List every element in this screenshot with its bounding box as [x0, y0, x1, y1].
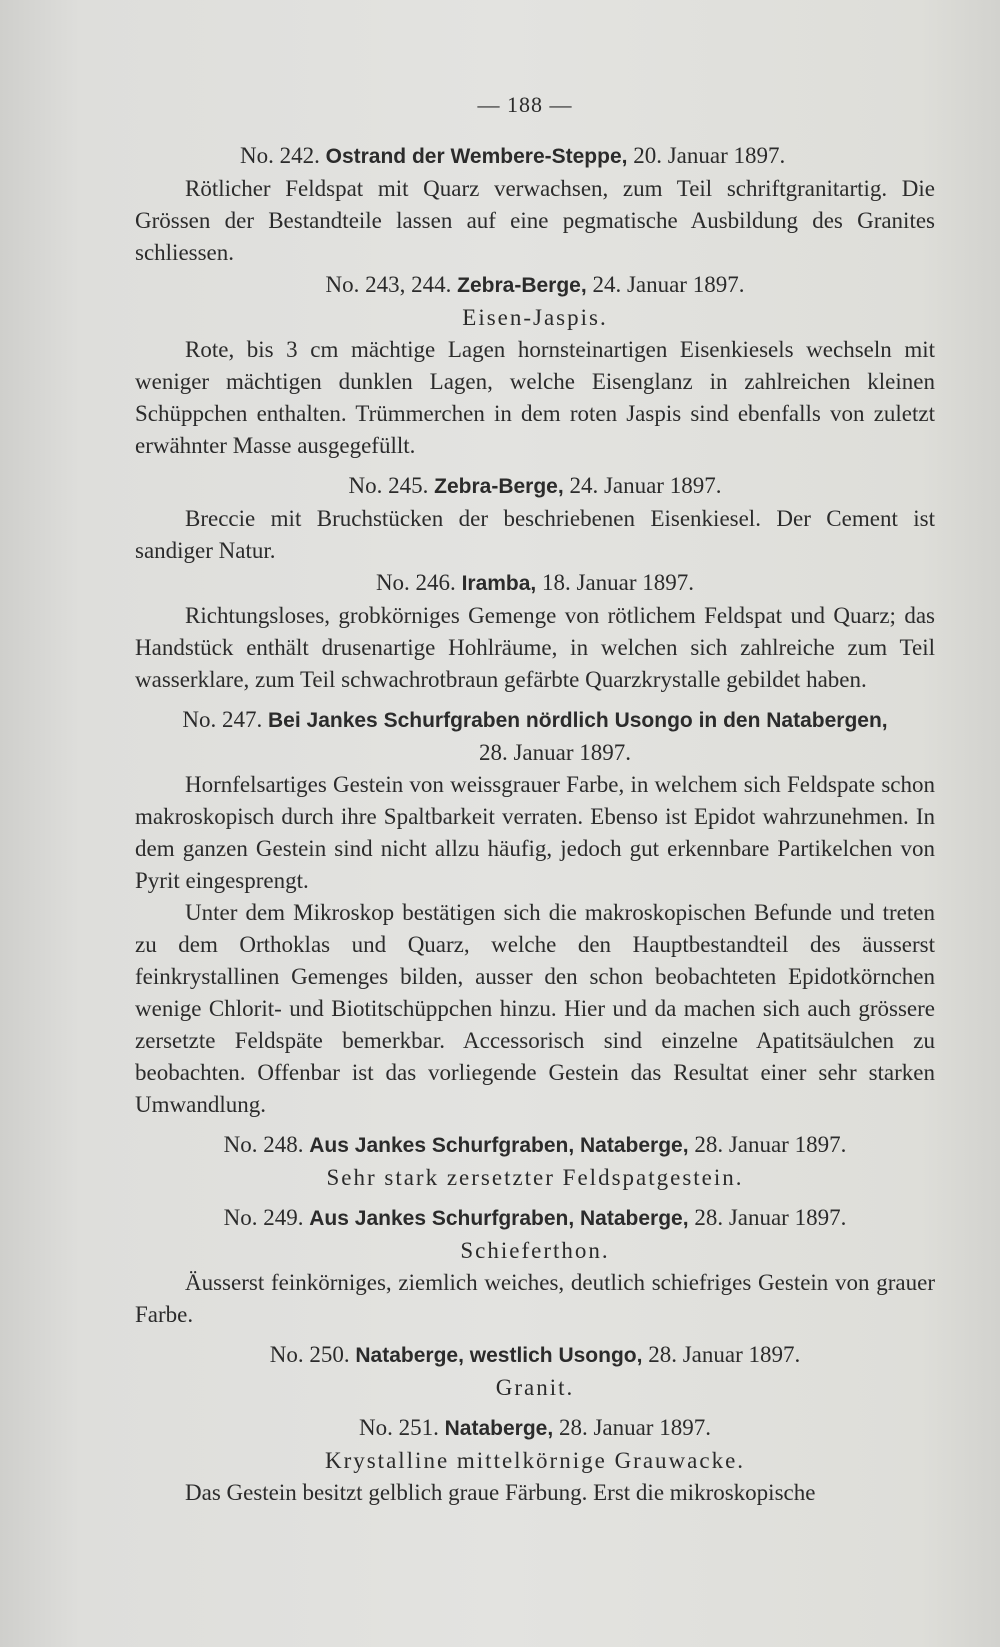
entry-date: 24. Januar 1897.: [592, 272, 745, 297]
entry-subtitle: Eisen-Jaspis.: [462, 305, 608, 330]
entry-location: Bei Jankes Schurfgraben nördlich Usongo in den Natabergen,: [268, 709, 888, 732]
entry-248: [135, 1129, 935, 1194]
entry-250: [135, 1339, 935, 1404]
entry-heading: [135, 269, 935, 302]
entry-location: Nataberge, westlich Usongo,: [355, 1344, 643, 1367]
spacer: [135, 1194, 935, 1202]
entry-251: [135, 1412, 935, 1509]
entry-number: No. 250.: [269, 1342, 350, 1367]
entry-heading: [135, 1129, 935, 1162]
entry-243-244: [135, 269, 935, 462]
entry-number: No. 249.: [223, 1205, 304, 1230]
entry-date: 28. Januar 1897.: [648, 1342, 801, 1367]
entry-249: [135, 1202, 935, 1331]
entry-number: No. 248.: [223, 1132, 304, 1157]
entry-paragraph: Breccie mit Bruchstücken der beschriebenen Eisenkiesel. Der Cement ist sandiger Natur.: [135, 506, 935, 563]
entry-heading: [135, 470, 935, 503]
spacer: [135, 1121, 935, 1129]
entry-number: No. 242.: [240, 143, 320, 168]
entry-heading: [135, 1339, 935, 1372]
entry-date: 24. Januar 1897.: [569, 473, 722, 498]
entry-location: Iramba,: [461, 572, 537, 595]
entry-242: [135, 140, 935, 269]
entry-heading: [135, 1412, 935, 1445]
entry-subtitle: Sehr stark zersetzter Feldspatgestein.: [326, 1165, 744, 1190]
entry-247: [135, 704, 935, 1121]
entry-location: Aus Jankes Schurfgraben, Nataberge,: [309, 1134, 689, 1157]
entry-heading: [135, 140, 935, 173]
page-number: — 188 —: [477, 92, 573, 117]
entry-number: No. 245.: [348, 473, 429, 498]
entry-246: [135, 567, 935, 696]
spacer: [135, 1331, 935, 1339]
entry-number: No. 251.: [359, 1415, 439, 1440]
entry-heading: [135, 1202, 935, 1235]
entry-subtitle: Schieferthon.: [460, 1238, 610, 1263]
entry-date: 20. Januar 1897.: [633, 143, 786, 168]
spacer: [135, 696, 935, 704]
entry-date: 28. Januar 1897.: [558, 1415, 711, 1440]
entry-number: No. 246.: [375, 570, 456, 595]
entry-paragraph: Hornfelsartiges Gestein von weissgrauer Farbe, in welchem sich Feldspate schon makroskopisch durch ihre Spaltbarkeit verraten. Ebenso ist Epidot wahrzunehmen. In dem ganzen Gestein sind nicht allzu häufig, jedoch gut erkennbare Partikelchen von Pyrit eingesprengt.: [135, 772, 935, 893]
entry-location: Aus Jankes Schurfgraben, Nataberge,: [309, 1207, 689, 1230]
entry-heading: [135, 567, 935, 600]
entry-paragraph: Rote, bis 3 cm mächtige Lagen hornsteinartigen Eisenkiesels wechseln mit weniger mächtigen dunklen Lagen, welche Eisenglanz in zahlreichen kleinen Schüppchen enthalten. Trümmerchen in dem roten Jaspis sind ebenfalls von zuletzt erwähnter Masse ausgegefüllt.: [135, 337, 935, 458]
page-text: [135, 92, 935, 1509]
spacer: [135, 1404, 935, 1412]
entry-subtitle: Krystalline mittelkörnige Grauwacke.: [324, 1448, 746, 1473]
entry-heading: [135, 704, 935, 737]
entry-number: No. 243, 244.: [325, 272, 452, 297]
entry-paragraph: Rötlicher Feldspat mit Quarz verwachsen, zum Teil schriftgranitartig. Die Grössen der Bestandteile lassen auf eine pegmatische Ausbildung des Granites schliessen.: [135, 176, 935, 265]
entry-paragraph: Das Gestein besitzt gelblich graue Färbung. Erst die mikroskopische: [185, 1480, 816, 1505]
entry-245: [135, 470, 935, 567]
entry-location: Ostrand der Wembere-Steppe,: [325, 145, 628, 168]
entry-paragraph: Richtungsloses, grobkörniges Gemenge von rötlichem Feldspat und Quarz; das Handstück enthält drusenartige Hohlräume, in welchen sich zahlreiche zum Teil wasserklare, zum Teil schwachrotbraun gefärbte Quarzkrystalle gebildet haben.: [135, 603, 935, 692]
entry-location: Zebra-Berge,: [457, 274, 587, 297]
entry-date: 28. Januar 1897.: [694, 1205, 847, 1230]
entry-paragraph: Unter dem Mikroskop bestätigen sich die makroskopischen Befunde und treten zu dem Orthoklas und Quarz, welche den Hauptbestandteil des äusserst feinkrystallinen Gemenges bilden, ausser den schon beobachteten Epidotkörnchen wenige Chlorit- und Biotitschüppchen hinzu. Hier und da machen sich auch grössere zersetzte Feldspäte bemerkbar. Accessorisch sind einzelne Apatitsäulchen zu beobachten. Offenbar ist das vorliegende Gestein das Resultat einer sehr starken Umwandlung.: [135, 900, 935, 1117]
entry-date: 18. Januar 1897.: [542, 570, 695, 595]
entry-date: 28. Januar 1897.: [694, 1132, 847, 1157]
entry-date: 28. Januar 1897.: [478, 740, 632, 765]
entry-subtitle: Granit.: [495, 1375, 575, 1400]
entry-location: Zebra-Berge,: [434, 475, 564, 498]
entry-paragraph: Äusserst feinkörniges, ziemlich weiches, deutlich schiefriges Gestein von grauer Farbe.: [135, 1270, 935, 1327]
entry-number: No. 247.: [182, 707, 263, 732]
spacer: [135, 462, 935, 470]
entry-location: Nataberge,: [444, 1417, 554, 1440]
